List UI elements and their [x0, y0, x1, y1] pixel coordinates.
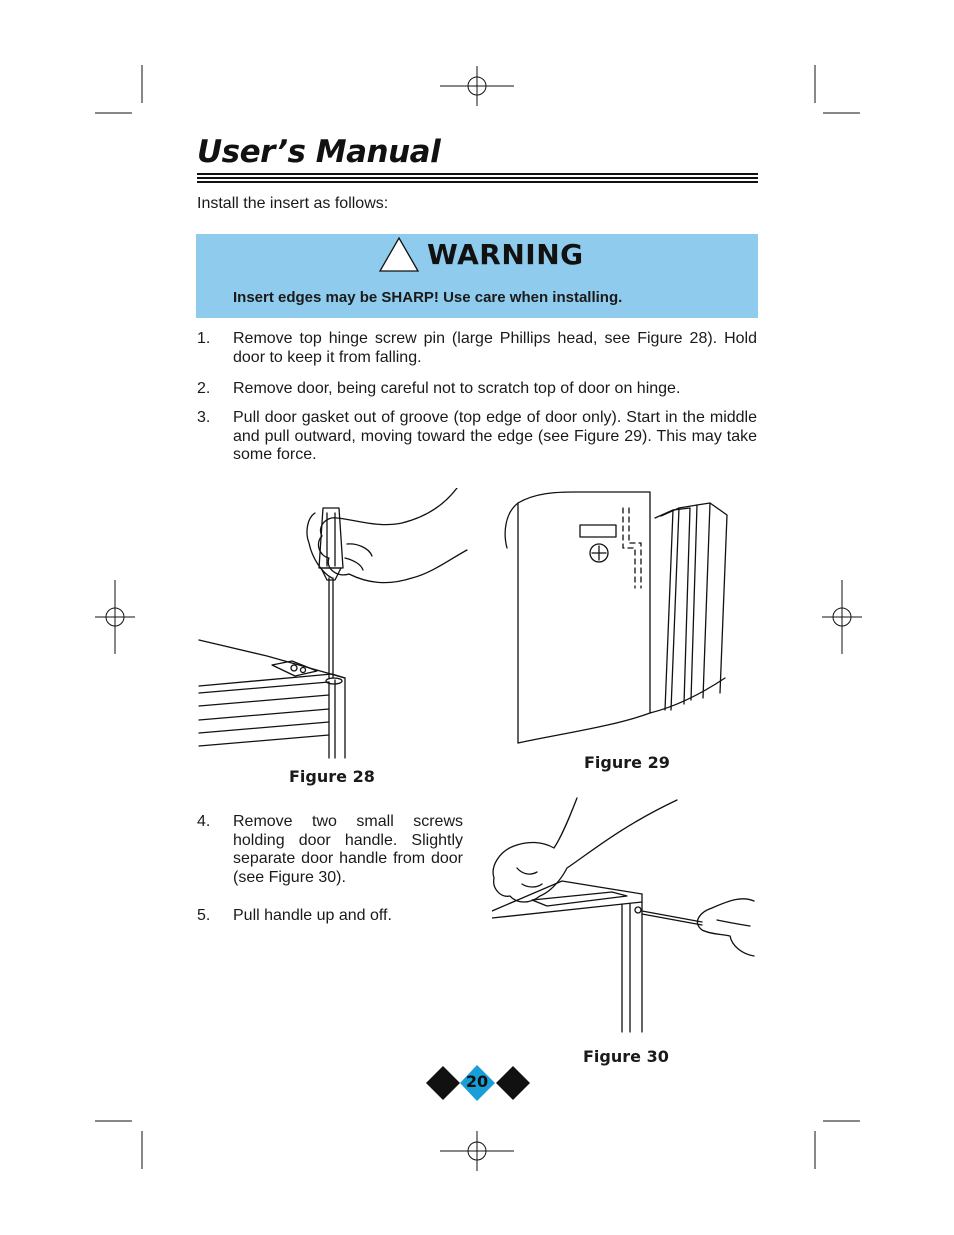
step-number: 3.	[197, 409, 211, 426]
step-text: Remove top hinge screw pin (large Phillips head, see Figure 28). Hold door to keep it from falling.	[233, 330, 757, 366]
step-number: 5.	[197, 907, 211, 924]
step-text: Pull handle up and off.	[233, 907, 392, 924]
warning-text: Insert edges may be SHARP! Use care when installing.	[233, 289, 623, 306]
figure-29-caption: Figure 29	[584, 753, 670, 772]
step-4	[197, 813, 463, 887]
step-number: 1.	[197, 330, 211, 347]
step-3	[197, 409, 757, 465]
figure-28-illustration	[197, 488, 472, 763]
step-number: 2.	[197, 380, 211, 397]
step-text: Remove two small screws holding door handle. Slightly separate door handle from door (see Figure 30).	[233, 813, 463, 886]
step-1	[197, 330, 757, 367]
figure-29-illustration	[495, 488, 735, 746]
figure-30-illustration	[492, 796, 757, 1036]
step-text: Remove door, being careful not to scratch top of door on hinge.	[233, 380, 681, 397]
step-2	[197, 380, 757, 399]
title-rule-top	[197, 173, 758, 175]
intro-text: Install the insert as follows:	[197, 195, 389, 212]
step-5	[197, 907, 463, 926]
warning-triangle-icon	[378, 236, 420, 274]
step-text: Pull door gasket out of groove (top edge of door only). Start in the middle and pull outward, moving toward the edge (see Figure 29). This may take some force.	[233, 409, 757, 463]
figure-30-caption: Figure 30	[583, 1047, 669, 1066]
step-number: 4.	[197, 813, 211, 830]
figure-28-caption: Figure 28	[289, 767, 375, 786]
title-rule-bottom	[197, 181, 758, 183]
page-title: User’s Manual	[197, 134, 441, 170]
title-rule-middle	[197, 177, 758, 179]
page-number: 20	[465, 1072, 489, 1091]
warning-title: WARNING	[427, 238, 584, 271]
